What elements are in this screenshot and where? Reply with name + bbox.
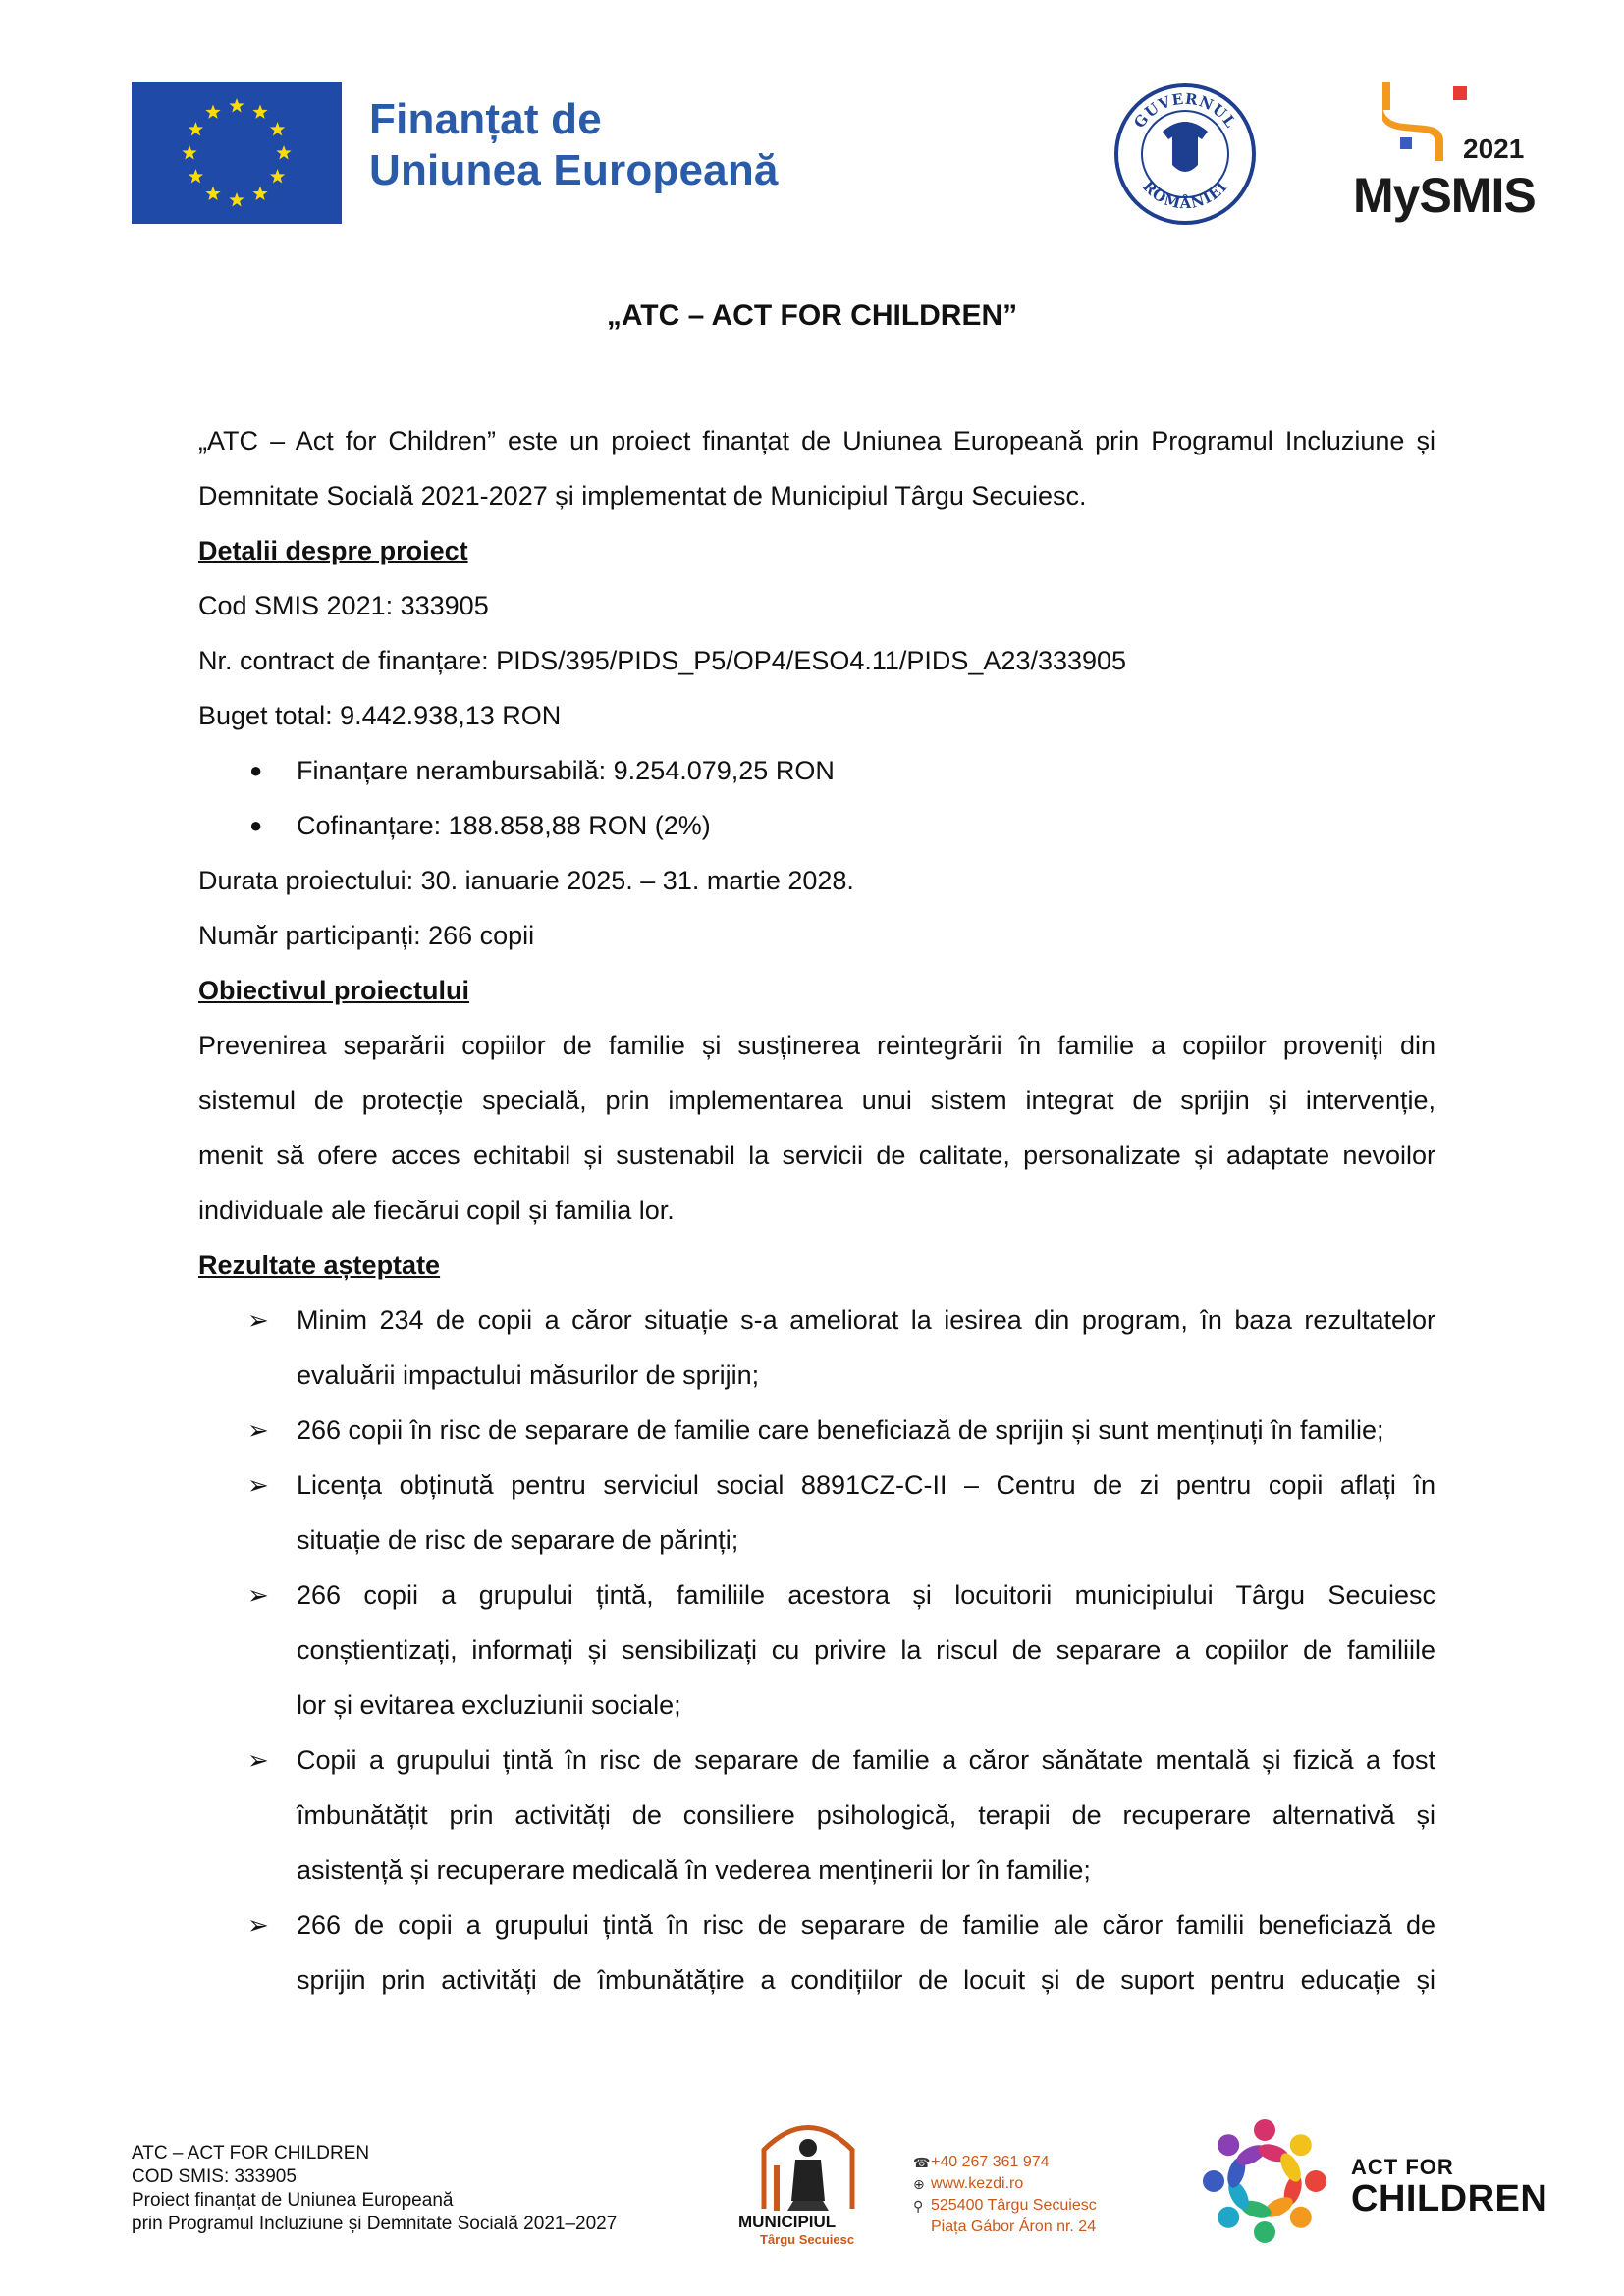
arrow-bullet-icon: ➢ xyxy=(247,1745,269,1775)
contact-web[interactable]: www.kezdi.ro xyxy=(931,2175,1024,2192)
document-body xyxy=(198,413,1435,2007)
result-item xyxy=(198,1403,1435,1458)
result-item-continued: îmbunătățit prin activități de consiliere psihologică, terapii de recuperare alternativă și xyxy=(297,1800,1435,1830)
arrow-bullet-icon: ➢ xyxy=(247,1415,269,1445)
atc-figure-head xyxy=(1218,2134,1239,2156)
result-item-text: Copii a grupului țintă în risc de separare de familie a căror sănătate mentală și fizică a fost xyxy=(297,1745,1435,1775)
footer-line: COD SMIS: 333905 xyxy=(132,2166,297,2187)
atc-figure-head xyxy=(1290,2207,1312,2228)
contact-info xyxy=(913,2152,1097,2238)
gov-seal-bottom-text: ROMÂNIEI xyxy=(1139,177,1231,213)
contract-number: Nr. contract de finanțare: PIDS/395/PIDS_P5/OP4/ESO4.11/PIDS_A23/333905 xyxy=(198,646,1127,675)
result-item-text: Licența obținută pentru serviciul social 8891CZ-C-II – Centru de zi pentru copii aflați în xyxy=(297,1470,1435,1500)
mysmis-year: 2021 xyxy=(1463,133,1525,164)
atc-figure-head xyxy=(1254,2119,1275,2141)
result-item-text: 266 de copii a grupului țintă în risc de separare de familie ale căror familii beneficiază de xyxy=(297,1910,1435,1940)
eu-flag-icon xyxy=(132,82,342,224)
arrow-bullet-icon: ➢ xyxy=(247,1306,269,1335)
document-title: „ATC – ACT FOR CHILDREN” xyxy=(606,299,1018,332)
phone-icon: ☎ xyxy=(913,2155,931,2170)
result-item-continued: lor și evitarea excluziunii sociale; xyxy=(297,1690,681,1720)
objective-line: individuale ale fiecărui copil și familia lor. xyxy=(198,1196,675,1225)
result-item-continued: evaluării impactului măsurilor de sprijin; xyxy=(297,1361,760,1390)
bullet-icon: ● xyxy=(249,813,263,837)
atc-figure-head xyxy=(1290,2134,1312,2156)
result-item xyxy=(198,1458,1435,1513)
result-item xyxy=(198,1568,1435,1623)
result-item xyxy=(198,1293,1435,1348)
result-item-text: Minim 234 de copii a căror situație s-a ameliorat la iesirea din program, în baza rezultatelor xyxy=(297,1306,1435,1335)
budget-item-text: Finanțare nerambursabilă: 9.254.079,25 RON xyxy=(297,756,835,785)
project-duration: Durata proiectului: 30. ianuarie 2025. – 31. martie 2028. xyxy=(198,866,854,895)
atc-figure-head xyxy=(1254,2221,1275,2243)
footer-line: prin Programul Incluziune și Demnitate Socială 2021–2027 xyxy=(132,2214,618,2234)
globe-icon: ⊕ xyxy=(913,2176,925,2192)
atc-wordmark-bottom: CHILDREN xyxy=(1351,2178,1548,2219)
intro-line: „ATC – Act for Children” este un proiect finanțat de Uniunea Europeană prin Programul Incluziune și xyxy=(198,426,1435,455)
result-item xyxy=(198,1733,1435,1788)
results-heading: Rezultate așteptate xyxy=(198,1251,441,1280)
result-item-text: 266 copii a grupului țintă, familiile acestora și locuitorii municipiului Târgu Secuiesc xyxy=(297,1580,1435,1610)
atc-figure-head xyxy=(1203,2170,1224,2192)
contact-address-street: Piața Gábor Áron nr. 24 xyxy=(931,2218,1097,2235)
bullet-icon: ● xyxy=(249,758,263,782)
intro-line: Demnitate Socială 2021-2027 și implementat de Municipiul Târgu Secuiesc. xyxy=(198,481,1087,510)
contact-address: 525400 Târgu Secuiesc xyxy=(931,2197,1097,2214)
municipality-name: MUNICIPIUL xyxy=(738,2213,837,2231)
footer-line: Proiect finanțat de Uniunea Europeană xyxy=(132,2190,454,2211)
eu-funding-label xyxy=(369,94,779,196)
budget-item xyxy=(198,743,1435,798)
municipality-subtitle: Târgu Secuiesc xyxy=(760,2232,855,2247)
objective-heading: Obiectivul proiectului xyxy=(198,976,470,1005)
smis-code: Cod SMIS 2021: 333905 xyxy=(198,591,489,620)
location-pin-icon: ⚲ xyxy=(913,2198,924,2214)
atc-logo-icon xyxy=(1196,2112,1333,2250)
total-budget: Buget total: 9.442.938,13 RON xyxy=(198,701,562,730)
gov-seal-top-text: GUVERNUL xyxy=(1130,89,1240,132)
budget-item-text: Cofinanțare: 188.858,88 RON (2%) xyxy=(297,811,711,840)
atc-figure-head xyxy=(1218,2207,1239,2228)
arrow-bullet-icon: ➢ xyxy=(247,1580,269,1610)
footer-line: ATC – ACT FOR CHILDREN xyxy=(132,2143,370,2163)
budget-item xyxy=(198,798,1435,853)
mysmis-logo-icon xyxy=(1343,82,1540,230)
atc-figure-head xyxy=(1305,2170,1326,2192)
result-item-continued: asistență și recuperare medicală în vederea menținerii lor în familie; xyxy=(297,1855,1091,1885)
result-item-continued: conștientizați, informați și sensibilizați cu privire la riscul de separare a copiilor de familiile xyxy=(297,1635,1435,1665)
objective-line: Prevenirea separării copiilor de familie și susținerea reintegrării în familie a copiilor proveniți din xyxy=(198,1031,1435,1060)
eu-funding-line2: Uniunea Europeană xyxy=(369,146,779,194)
details-heading: Detalii despre proiect xyxy=(198,536,468,565)
result-item-continued: situație de risc de separare de părinți; xyxy=(297,1525,739,1555)
arrow-bullet-icon: ➢ xyxy=(247,1910,269,1940)
eu-funding-line1: Finanțat de xyxy=(369,95,602,143)
footer-project-info xyxy=(132,2142,617,2236)
participant-count: Număr participanți: 266 copii xyxy=(198,921,535,950)
result-item xyxy=(198,1897,1435,1952)
atc-wordmark xyxy=(1351,2156,1547,2218)
atc-wordmark-top: ACT FOR xyxy=(1351,2155,1454,2179)
arrow-bullet-icon: ➢ xyxy=(247,1470,269,1500)
result-item-text: 266 copii în risc de separare de familie care beneficiază de sprijin și sunt menținuți în familie; xyxy=(297,1415,1384,1445)
contact-phone: +40 267 361 974 xyxy=(931,2154,1050,2170)
result-item-continued: sprijin prin activități de îmbunătățire a condițiilor de locuit și de suport pentru educație și xyxy=(297,1965,1435,1995)
gov-seal-icon xyxy=(1113,82,1257,226)
objective-line: sistemul de protecție specială, prin implementarea unui sistem integrat de sprijin și intervenție, xyxy=(198,1086,1435,1115)
mysmis-name: MySMIS xyxy=(1353,168,1536,223)
objective-line: menit să ofere acces echitabil și sustenabil la servicii de calitate, personalizate și adaptate nevoilor xyxy=(198,1141,1435,1170)
